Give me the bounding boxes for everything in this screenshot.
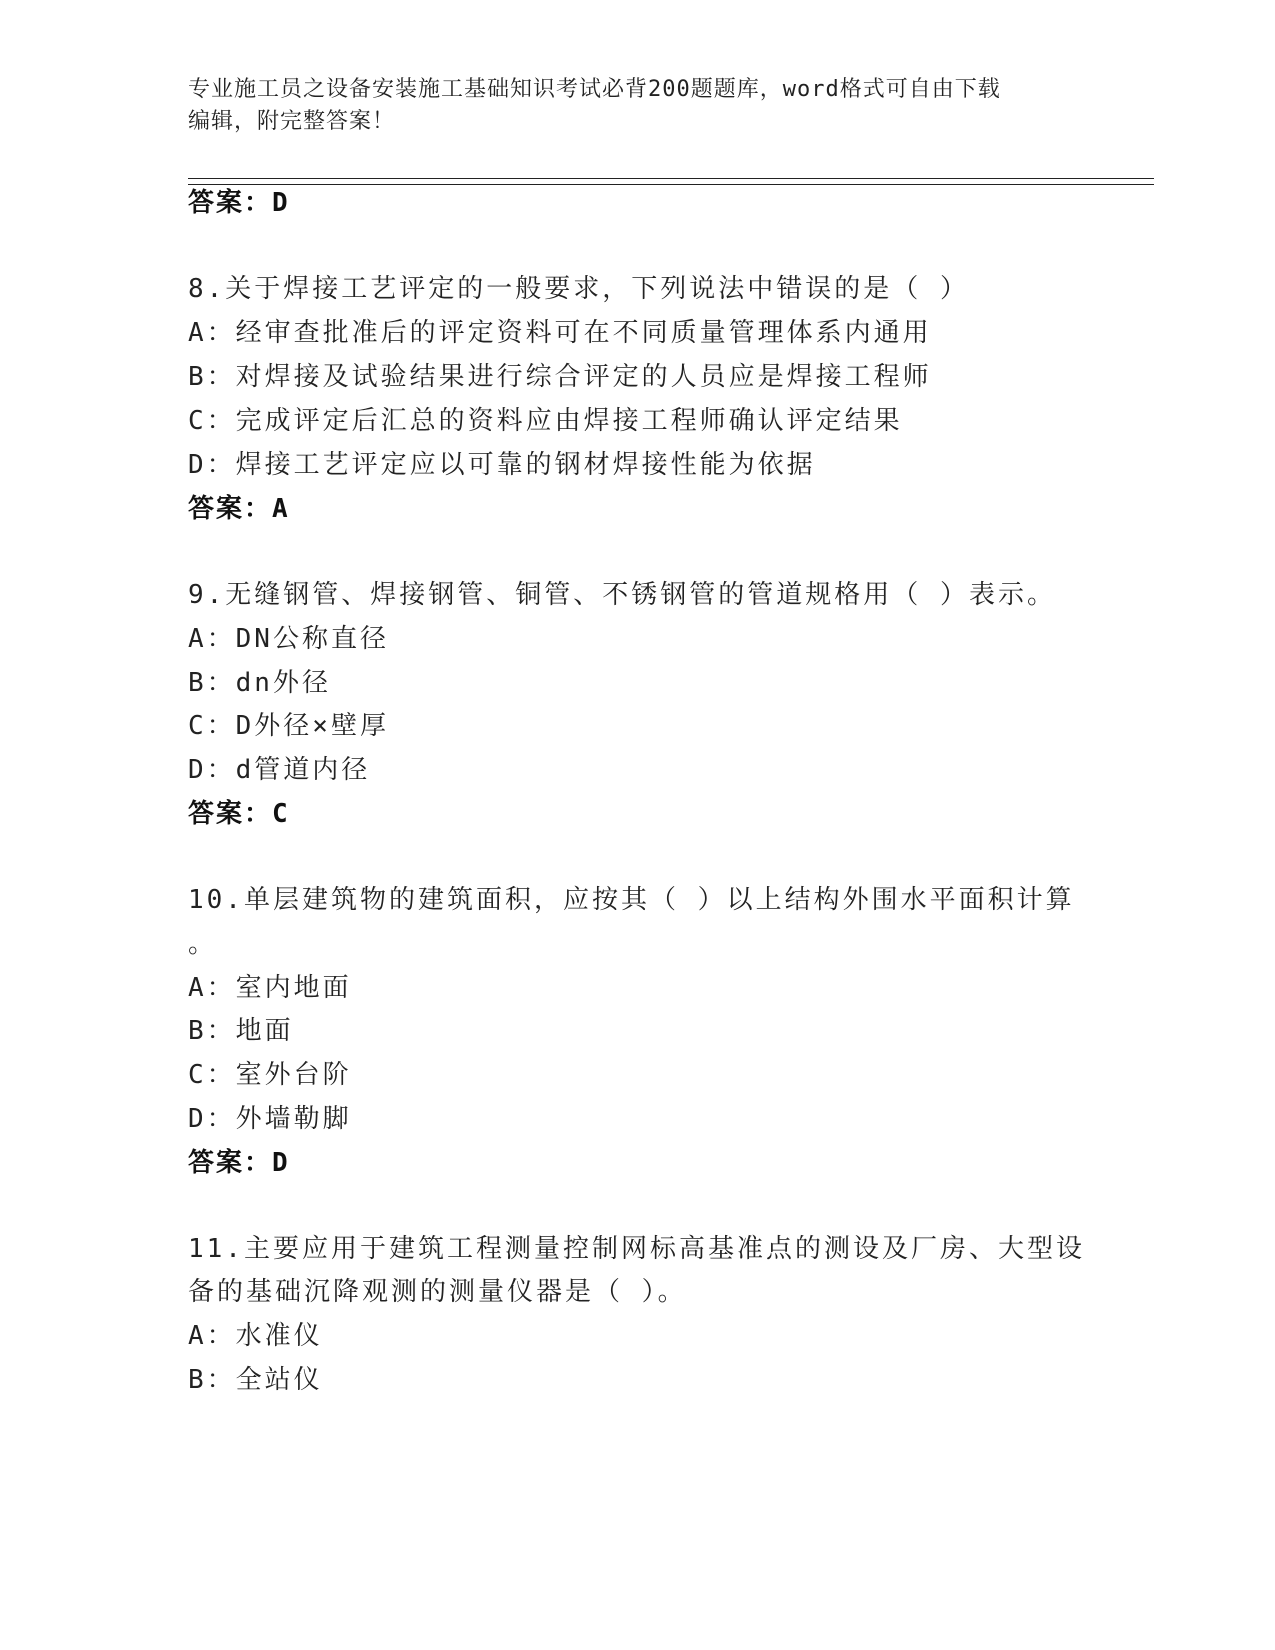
- question-9-option-d: D：d管道内径: [188, 755, 371, 785]
- question-11-stem: 11.主要应用于建筑工程测量控制网标高基准点的测设及厂房、大型设: [188, 1234, 1085, 1264]
- header-title-line-2: 编辑，附完整答案！: [188, 109, 396, 134]
- question-8-option-b: B：对焊接及试验结果进行综合评定的人员应是焊接工程师: [188, 362, 932, 392]
- header-divider-bottom: [188, 184, 1154, 185]
- question-10-stem: 10.单层建筑物的建筑面积，应按其（ ）以上结构外围水平面积计算: [188, 885, 1075, 915]
- question-8-option-c: C：完成评定后汇总的资料应由焊接工程师确认评定结果: [188, 406, 903, 436]
- question-10-answer: 答案：D: [188, 1148, 290, 1178]
- question-8-stem: 8.关于焊接工艺评定的一般要求，下列说法中错误的是（ ）: [188, 274, 969, 304]
- question-8-option-d: D：焊接工艺评定应以可靠的钢材焊接性能为依据: [188, 450, 816, 480]
- answer-prev: 答案：D: [188, 188, 290, 218]
- question-10-option-c: C：室外台阶: [188, 1060, 352, 1090]
- question-8-option-a: A：经审查批准后的评定资料可在不同质量管理体系内通用: [188, 318, 932, 348]
- question-10-option-a: A：室内地面: [188, 973, 352, 1003]
- question-11-option-a: A：水准仪: [188, 1321, 323, 1351]
- question-10-option-d: D：外墙勒脚: [188, 1104, 352, 1134]
- question-9-stem: 9.无缝钢管、焊接钢管、铜管、不锈钢管的管道规格用（ ）表示。: [188, 580, 1056, 610]
- question-11-option-b: B：全站仪: [188, 1365, 323, 1395]
- question-9-option-a: A：DN公称直径: [188, 624, 389, 654]
- header-divider-top: [188, 178, 1154, 179]
- document-header: [188, 74, 1088, 138]
- question-11-stem-continued: 备的基础沉降观测的测量仪器是（ ）。: [188, 1277, 687, 1307]
- header-title-line-1: 专业施工员之设备安装施工基础知识考试必背200题题库，word格式可自由下载: [188, 77, 1001, 102]
- question-9-answer: 答案：C: [188, 799, 290, 829]
- question-9-option-c: C：D外径×壁厚: [188, 711, 389, 741]
- question-10-stem-continued: 。: [188, 929, 218, 959]
- question-9-option-b: B：dn外径: [188, 668, 331, 698]
- question-10-option-b: B：地面: [188, 1016, 294, 1046]
- question-8-answer: 答案：A: [188, 494, 290, 524]
